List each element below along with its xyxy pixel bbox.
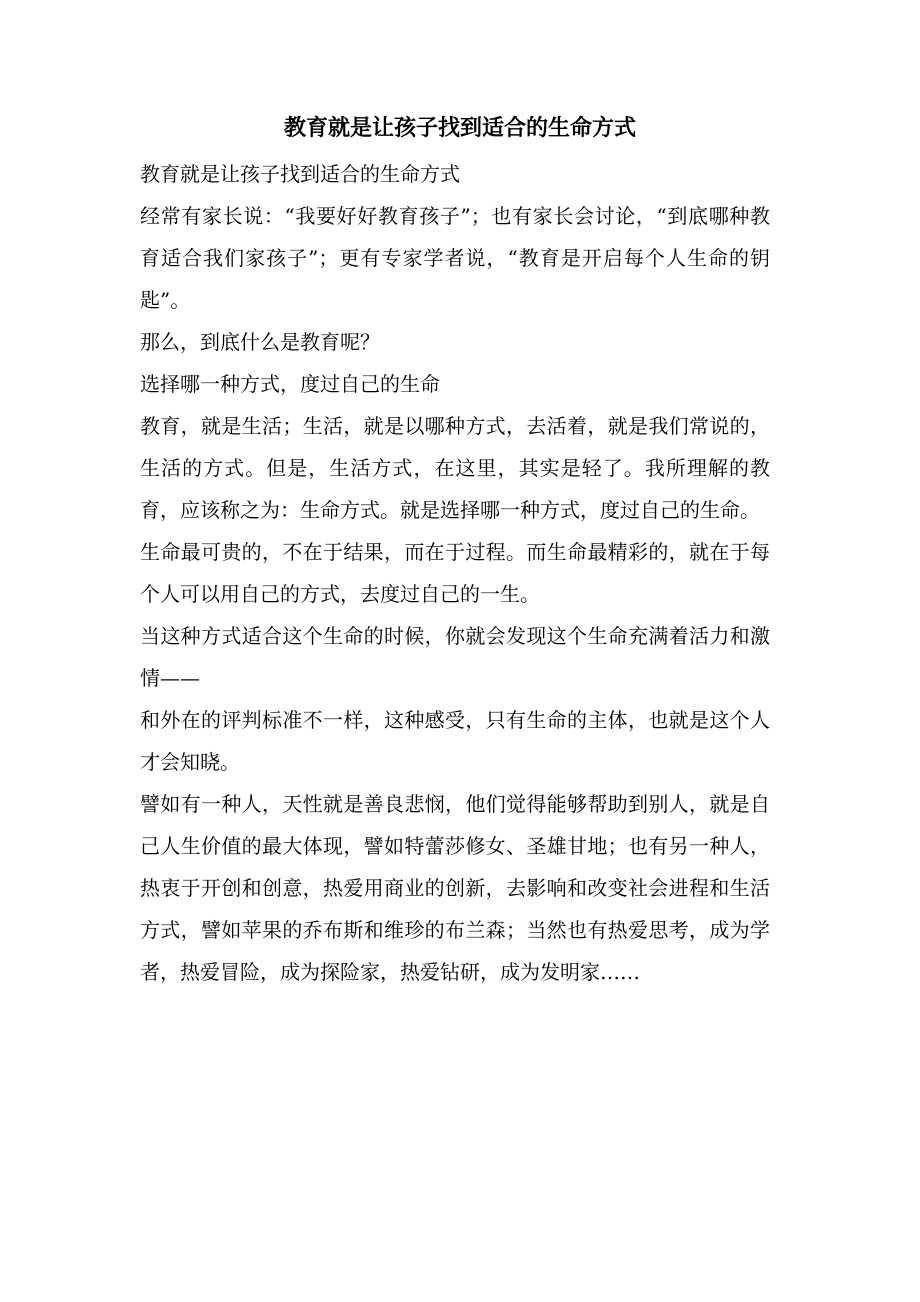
paragraph: 教育就是让孩子找到适合的生命方式 [140,162,460,186]
paragraph: 选择哪一种方式，度过自己的生命 [140,372,440,396]
paragraph: 生命最可贵的，不在于结果，而在于过程。而生命最精彩的，就在于每个人可以用自己的方式，去度过自己的一生。 [140,540,770,606]
paragraph: 教育，就是生活；生活，就是以哪种方式，去活着，就是我们常说的，生活的方式。但是，生活方式，在这里，其实是轻了。我所理解的教育，应该称之为：生命方式。就是选择哪一种方式，度过自己的生命。 [140,414,770,522]
paragraph: 譬如有一种人，天性就是善良悲悯，他们觉得能够帮助到别人，就是自己人生价值的最大体现，譬如特蕾莎修女、圣雄甘地；也有另一种人，热衷于开创和创意，热爱用商业的创新，去影响和改变社会进程和生活方式，譬如苹果的乔布斯和维珍的布兰森；当然也有热爱思考，成为学者，热爱冒险，成为探险家，热爱钻研，成为发明家…… [140,792,770,984]
paragraph: 当这种方式适合这个生命的时候，你就会发现这个生命充满着活力和激情—— [140,624,770,690]
document-body [140,153,770,993]
paragraph: 那么，到底什么是教育呢？ [140,330,380,354]
paragraph: 经常有家长说：“我要好好教育孩子”；也有家长会讨论，“到底哪种教育适合我们家孩子”；更有专家学者说，“教育是开启每个人生命的钥匙”。 [140,204,770,312]
document-title: 教育就是让孩子找到适合的生命方式 [283,115,636,141]
paragraph: 和外在的评判标准不一样，这种感受，只有生命的主体，也就是这个人才会知晓。 [140,708,770,774]
